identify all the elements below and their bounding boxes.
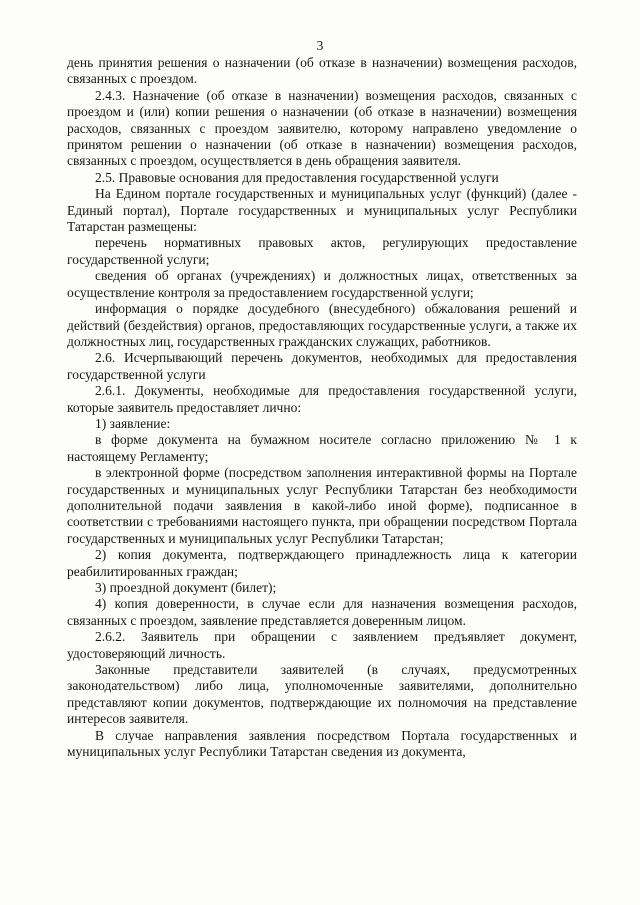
- paragraph-2-4-3: 2.4.3. Назначение (об отказе в назначении) возмещения расходов, связанных с проездом и (или) копии решения о назначении (об отказе в назначении) возмещения расходов, связанных с проездом заявителю, которому направлено уведомление о принятом решении о назначении (об отказе в назначении) возмещения расходов, связанных с проездом, осуществляется в день обращения заявителя.: [67, 87, 577, 169]
- paragraph-portal-info: На Едином портале государственных и муниципальных услуг (функций) (далее - Единый портал), Портале государственных и муниципальных услуг Республики Татарстан размещены:: [67, 186, 577, 235]
- paragraph-2-6-2: 2.6.2. Заявитель при обращении с заявлением предъявляет документ, удостоверяющий личность.: [67, 629, 577, 661]
- page-number: 3: [316, 38, 324, 53]
- section-heading-2-5: 2.5. Правовые основания для предоставления государственной услуги: [95, 169, 499, 185]
- paragraph-continuation: день принятия решения о назначении (об отказе в назначении) возмещения расходов, связанных с проездом.: [67, 55, 577, 87]
- document-body: [67, 55, 577, 760]
- list-item-legal-acts: перечень нормативных правовых актов, регулирующих предоставление государственной услуги;: [67, 235, 577, 267]
- list-item-rehabilitation-copy: 2) копия документа, подтверждающего принадлежность лица к категории реабилитированных граждан;: [67, 547, 577, 579]
- list-item-application: 1) заявление:: [95, 415, 171, 431]
- paragraph-portal-submission: В случае направления заявления посредством Портала государственных и муниципальных услуг Республики Татарстан сведения из документа,: [67, 727, 577, 760]
- list-item-organs: сведения об органах (учреждениях) и должностных лицах, ответственных за осуществление контроля за предоставлением государственной услуги;: [67, 268, 577, 300]
- list-item-ticket: 3) проездной документ (билет);: [95, 580, 277, 595]
- list-item-electronic-form: в электронной форме (посредством заполнения интерактивной формы на Портале государственных и муниципальных услуг Республики Татарстан без необходимости дополнительной подачи заявления в какой-либо иной форме), подписанное в соответствии с требованиями настоящего пункта, при обращении посредством Портала государственных и муниципальных услуг Республики Татарстан;: [67, 465, 577, 546]
- list-item-power-of-attorney: 4) копия доверенности, в случае если для назначения возмещения расходов, связанных с проездом, заявление представляется доверенным лицом.: [67, 596, 577, 628]
- paragraph-2-6-1: 2.6.1. Документы, необходимые для предоставления государственной услуги, которые заявитель предоставляет лично:: [67, 383, 577, 415]
- paragraph-legal-representatives: Законные представители заявителей (в случаях, предусмотренных законодательством) либо лица, уполномоченные заявителями, дополнительно представляют копии документов, подтверждающие их полномочия на представление интересов заявителя.: [67, 662, 577, 727]
- list-item-paper-form: в форме документа на бумажном носителе согласно приложению № 1 к настоящему Регламенту;: [67, 432, 577, 464]
- section-heading-2-6: 2.6. Исчерпывающий перечень документов, необходимых для предоставления государственной услуги: [67, 350, 577, 382]
- list-item-appeal-procedure: информация о порядке досудебного (внесудебного) обжалования решений и действий (бездействия) органов, предоставляющих государственные услуги, а также их должностных лиц, государственных гражданских служащих, работников.: [67, 301, 577, 349]
